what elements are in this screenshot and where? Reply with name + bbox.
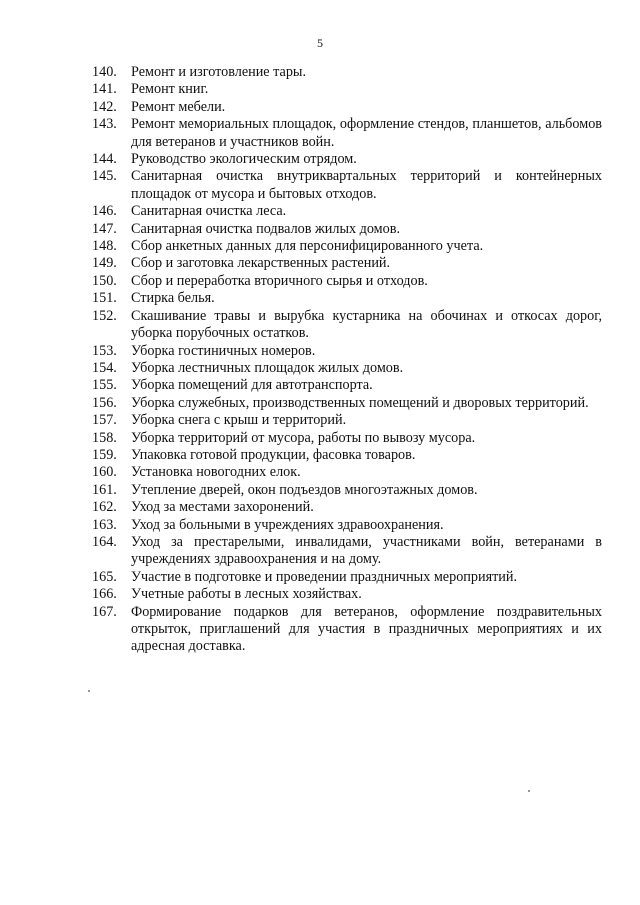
item-number: 162.	[92, 499, 117, 516]
list-item	[92, 412, 602, 429]
item-text: Ремонт мебели.	[131, 98, 226, 115]
list-item	[92, 221, 602, 238]
item-number: 161.	[92, 481, 117, 498]
list-item	[92, 273, 602, 290]
list-item	[92, 168, 602, 203]
scan-speck	[528, 790, 530, 792]
list-item	[92, 464, 602, 481]
item-text: Упаковка готовой продукции, фасовка товаров.	[131, 446, 416, 463]
item-number: 140.	[92, 64, 117, 80]
item-text: Ремонт и изготовление тары.	[131, 64, 306, 80]
list-item	[92, 430, 602, 447]
item-number: 153.	[92, 342, 117, 359]
list-item	[92, 203, 602, 220]
item-text: Участие в подготовке и проведении праздничных мероприятий.	[131, 568, 518, 585]
list-item	[92, 81, 602, 98]
item-text: Уход за престарелыми, инвалидами, участниками войн, ветеранами в учреждениях здравоохранения и на дому.	[131, 533, 602, 568]
item-text: Уборка лестничных площадок жилых домов.	[131, 359, 404, 376]
list-item	[92, 116, 602, 151]
scan-speck	[88, 690, 90, 692]
item-number: 165.	[92, 568, 117, 585]
list-item	[92, 395, 602, 412]
list-item	[92, 290, 602, 307]
list-item	[92, 308, 602, 343]
list-item	[92, 377, 602, 394]
item-text: Стирка белья.	[131, 290, 215, 307]
item-text: Сбор анкетных данных для персонифицированного учета.	[131, 238, 484, 255]
list-item	[92, 604, 602, 656]
item-number: 166.	[92, 586, 117, 603]
list-item	[92, 343, 602, 360]
item-text: Уборка территорий от мусора, работы по вывозу мусора.	[131, 429, 476, 446]
item-number: 167.	[92, 603, 117, 620]
list-item	[92, 151, 602, 168]
list-item	[92, 99, 602, 116]
list-item	[92, 360, 602, 377]
item-text: Уборка снега с крыш и территорий.	[131, 412, 347, 429]
item-number: 163.	[92, 516, 117, 533]
item-text: Сбор и заготовка лекарственных растений.	[131, 255, 391, 272]
list-item	[92, 534, 602, 569]
item-number: 146.	[92, 203, 117, 220]
item-number: 149.	[92, 255, 117, 272]
list-item	[92, 586, 602, 603]
list-item	[92, 255, 602, 272]
item-number: 164.	[92, 533, 117, 550]
item-number: 151.	[92, 290, 117, 307]
item-number: 158.	[92, 429, 117, 446]
list-item	[92, 499, 602, 516]
item-number: 144.	[92, 151, 117, 168]
item-number: 154.	[92, 359, 117, 376]
item-number: 147.	[92, 220, 117, 237]
list-item	[92, 517, 602, 534]
item-text: Санитарная очистка подвалов жилых домов.	[131, 220, 401, 237]
numbered-list	[92, 64, 602, 656]
item-number: 156.	[92, 394, 117, 411]
item-number: 145.	[92, 168, 117, 185]
item-number: 142.	[92, 98, 117, 115]
item-text: Уборка гостиничных номеров.	[131, 342, 316, 359]
item-text: Утепление дверей, окон подъездов многоэтажных домов.	[131, 481, 478, 498]
item-text: Уборка служебных, производственных помещений и дворовых территорий.	[131, 394, 589, 411]
list-item	[92, 447, 602, 464]
item-text: Уход за местами захоронений.	[131, 499, 314, 516]
item-text: Сбор и переработка вторичного сырья и отходов.	[131, 272, 428, 289]
list-item	[92, 238, 602, 255]
list-item	[92, 569, 602, 586]
item-number: 159.	[92, 446, 117, 463]
item-text: Руководство экологическим отрядом.	[131, 151, 357, 168]
list-item	[92, 64, 602, 81]
item-text: Санитарная очистка внутриквартальных территорий и контейнерных площадок от мусора и бытовых отходов.	[131, 168, 602, 202]
item-text: Формирование подарков для ветеранов, оформление поздравительных открыток, приглашений для участия в праздничных мероприятиях и их адресная доставка.	[131, 603, 602, 655]
item-text: Установка новогодних елок.	[131, 464, 301, 481]
item-text: Уборка помещений для автотранспорта.	[131, 377, 373, 394]
item-number: 148.	[92, 238, 117, 255]
item-number: 160.	[92, 464, 117, 481]
item-text: Санитарная очистка леса.	[131, 203, 287, 220]
item-number: 157.	[92, 412, 117, 429]
item-number: 143.	[92, 116, 117, 133]
item-number: 155.	[92, 377, 117, 394]
item-text: Учетные работы в лесных хозяйствах.	[131, 586, 362, 603]
page-number: 5	[317, 36, 323, 50]
item-text: Уход за больными в учреждениях здравоохранения.	[131, 516, 444, 533]
list-item	[92, 482, 602, 499]
item-number: 150.	[92, 272, 117, 289]
item-text: Ремонт книг.	[131, 81, 209, 98]
item-text: Ремонт мемориальных площадок, оформление стендов, планшетов, альбомов для ветеранов и участников войн.	[131, 116, 602, 150]
item-number: 141.	[92, 81, 117, 98]
item-number: 152.	[92, 307, 117, 324]
item-text: Скашивание травы и вырубка кустарника на обочинах и откосах дорог, уборка порубочных остатков.	[131, 307, 602, 342]
